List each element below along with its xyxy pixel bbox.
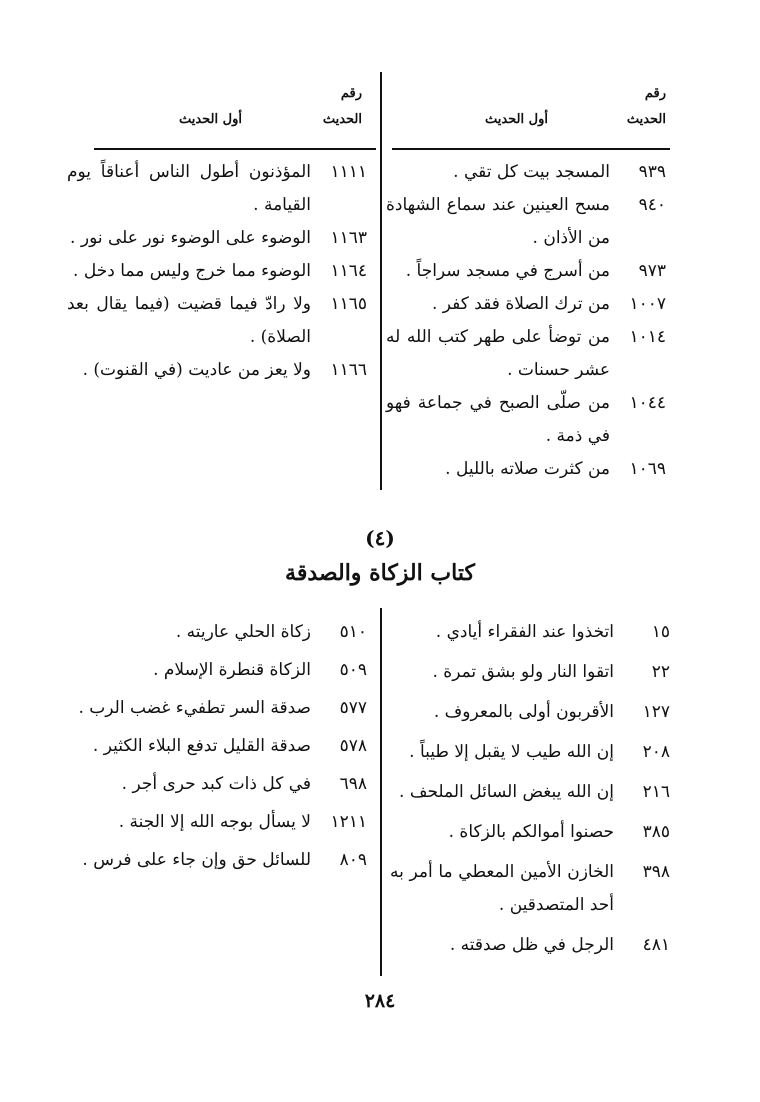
hadith-number: ١١٦٤: [330, 261, 367, 281]
hadith-text: الخازن الأمين المعطي ما أمر به أحد المتصدقين .: [390, 862, 614, 915]
hadith-number: ١٠٤٤: [629, 393, 666, 413]
hadith-text: الرجل في ظل صدقته .: [449, 935, 614, 955]
left-column-header: [82, 86, 362, 138]
list-item: [390, 696, 670, 729]
list-item: [386, 321, 666, 387]
hadith-number: ٩٧٣: [638, 261, 666, 281]
list-item: [67, 354, 367, 387]
hadith-number: ٨٠٩: [339, 850, 367, 870]
first-words-header: أول الحديث: [178, 112, 242, 127]
hadith-text: من توضأ على طهر كتب الله له عشر حسنات .: [386, 327, 610, 380]
list-item: [386, 387, 666, 453]
hadith-number: ٥٧٨: [339, 736, 367, 756]
hadith-text: في كل ذات كبد حرى أجر .: [121, 774, 311, 794]
hadith-text: المسجد بيت كل تقي .: [453, 162, 610, 182]
hadith-number: ١٥: [651, 622, 670, 642]
section-title: كتاب الزكاة والصدقة: [285, 560, 475, 586]
hadith-text: اتخذوا عند الفقراء أيادي .: [435, 622, 614, 642]
section2-right-column: [390, 616, 670, 969]
hadith-text: ولا رادّ فيما قضيت (فيما يقال بعد الصلاة) .: [67, 294, 311, 347]
hadith-number: ١٠٠٧: [629, 294, 666, 314]
hadith-text: زكاة الحلي عاريته .: [175, 622, 311, 642]
hadith-number: ٤٨١: [642, 935, 670, 955]
list-item: [390, 816, 670, 849]
hadith-number: ٥٠٩: [339, 660, 367, 680]
hadith-text: صدقة السر تطفيء غضب الرب .: [78, 698, 311, 718]
hadith-number: ١٢١١: [330, 812, 367, 832]
hadith-text: مسح العينين عند سماع الشهادة من الأذان .: [386, 195, 610, 248]
first-words-header: أول الحديث: [484, 112, 548, 127]
hadith-number: ٣٨٥: [642, 822, 670, 842]
list-item: [386, 189, 666, 255]
list-item: [390, 856, 670, 922]
list-item: [67, 255, 367, 288]
list-item: [386, 288, 666, 321]
page-number: ٢٨٤: [364, 990, 396, 1012]
hadith-text: الوضوء على الوضوء نور على نور .: [70, 228, 311, 248]
hadith-text: صدقة القليل تدفع البلاء الكثير .: [92, 736, 311, 756]
hadith-number: ٢٠٨: [642, 742, 670, 762]
hadith-text: الزكاة قنطرة الإسلام .: [153, 660, 311, 680]
list-item: [390, 656, 670, 689]
hadith-number: ١١١١: [330, 162, 367, 182]
list-item: [67, 768, 367, 801]
hadith-number: ٢٢: [651, 662, 670, 682]
list-item: [390, 736, 670, 769]
number-header-line2: الحديث: [626, 112, 666, 127]
hadith-text: المؤذنون أطول الناس أعناقاً يوم القيامة .: [67, 162, 311, 215]
hadith-text: الوضوء مما خرج وليس مما دخل .: [73, 261, 311, 281]
section1-right-column: [386, 156, 666, 486]
hadith-text: اتقوا النار ولو بشق تمرة .: [432, 662, 614, 682]
section1-left-column: [67, 156, 367, 387]
hadith-number: ١٠١٤: [629, 327, 666, 347]
hadith-text: إن الله يبغض السائل الملحف .: [399, 782, 614, 802]
hadith-number: ٢١٦: [642, 782, 670, 802]
hadith-number: ٦٩٨: [339, 774, 367, 794]
list-item: [67, 616, 367, 649]
list-item: [67, 806, 367, 839]
hadith-number: ٥٧٧: [339, 698, 367, 718]
hadith-text: من أسرج في مسجد سراجاً .: [405, 261, 610, 281]
list-item: [390, 929, 670, 962]
hadith-number: ١٢٧: [642, 702, 670, 722]
hadith-number: ٩٤٠: [638, 195, 666, 215]
list-item: [67, 844, 367, 877]
hadith-number: ٥١٠: [339, 622, 367, 642]
hadith-text: إن الله طيب لا يقبل إلا طيباً .: [409, 742, 614, 762]
number-header-line2: الحديث: [322, 112, 362, 127]
hadith-number: ١٠٦٩: [629, 459, 666, 479]
list-item: [67, 222, 367, 255]
list-item: [67, 288, 367, 354]
column-divider-bottom: [380, 608, 382, 976]
hadith-text: الأقربون أولى بالمعروف .: [433, 702, 614, 722]
column-divider-top: [380, 72, 382, 490]
section-number: (٤): [365, 526, 395, 550]
list-item: [386, 156, 666, 189]
list-item: [390, 776, 670, 809]
list-item: [67, 730, 367, 763]
list-item: [386, 453, 666, 486]
list-item: [390, 616, 670, 649]
list-item: [67, 692, 367, 725]
hadith-number: ١١٦٥: [330, 294, 367, 314]
hadith-text: ولا يعز من عاديت (في القنوت) .: [82, 360, 311, 380]
list-item: [386, 255, 666, 288]
hadith-text: من كثرت صلاته بالليل .: [445, 459, 610, 479]
hadith-text: حصنوا أموالكم بالزكاة .: [448, 822, 614, 842]
hadith-number: ٣٩٨: [642, 862, 670, 882]
hadith-number: ١١٦٣: [330, 228, 367, 248]
hadith-text: من صلّى الصبح في جماعة فهو في ذمة .: [386, 393, 610, 446]
header-rule-right: [392, 148, 670, 150]
number-header-line1: رقم: [340, 86, 362, 101]
section2-left-column: [67, 616, 367, 882]
list-item: [67, 654, 367, 687]
hadith-text: من ترك الصلاة فقد كفر .: [431, 294, 610, 314]
right-column-header: [396, 86, 666, 138]
hadith-text: لا يسأل بوجه الله إلا الجنة .: [118, 812, 311, 832]
hadith-number: ١١٦٦: [330, 360, 367, 380]
header-rule-left: [94, 148, 376, 150]
hadith-text: للسائل حق وإن جاء على فرس .: [82, 850, 311, 870]
hadith-number: ٩٣٩: [638, 162, 666, 182]
list-item: [67, 156, 367, 222]
number-header-line1: رقم: [644, 86, 666, 101]
